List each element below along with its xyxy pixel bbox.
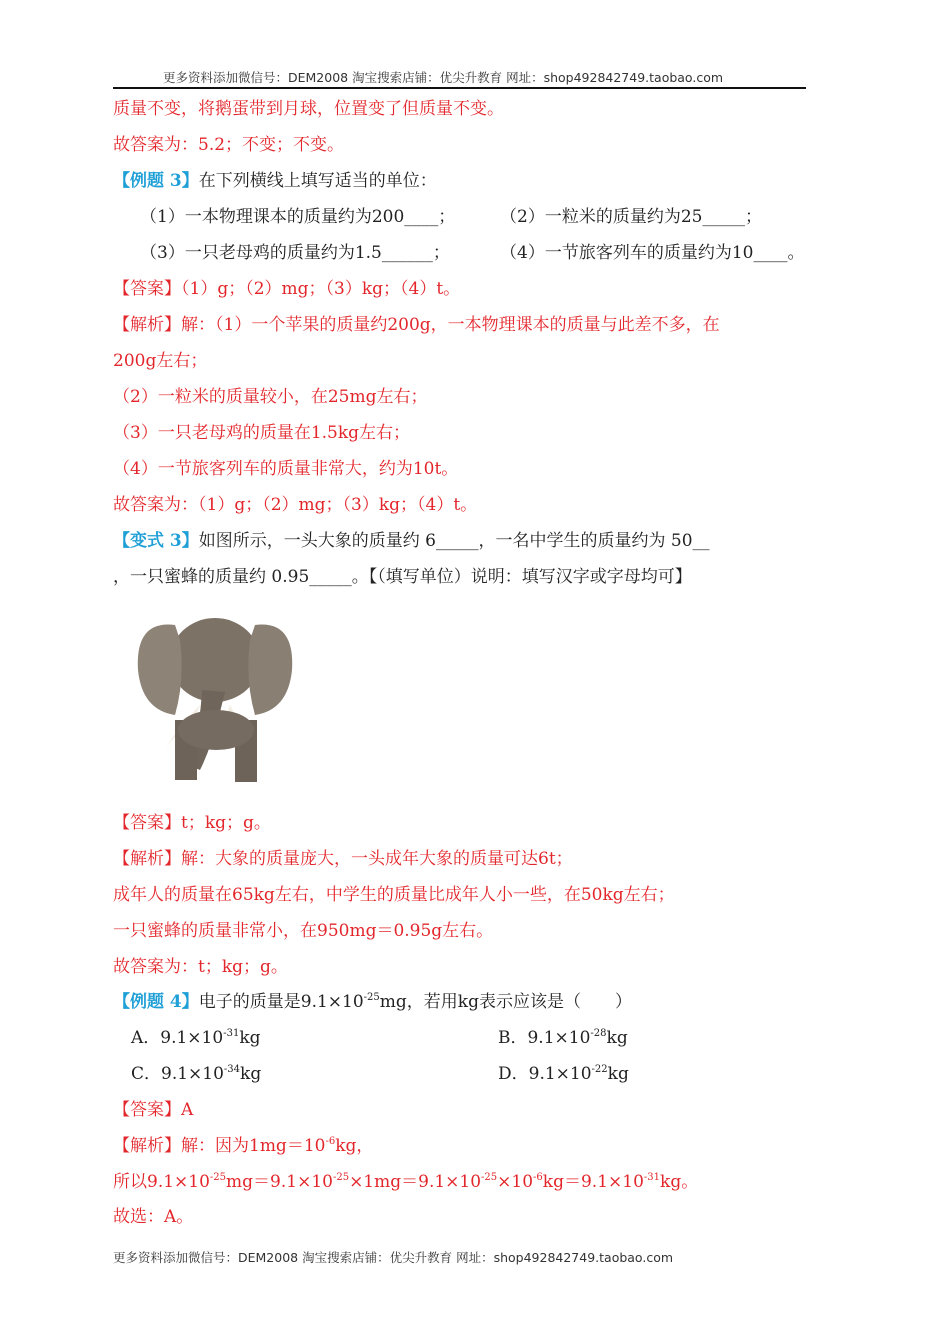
option-d-label: D．9.1×10 [498, 1064, 592, 1084]
example-3-text: 在下列横线上填写适当的单位： [198, 171, 437, 191]
example-4-stem [113, 990, 632, 1014]
variant-3-stem [113, 529, 710, 553]
option-a-exp: -31 [223, 1028, 240, 1039]
option-b-label: B．9.1×10 [498, 1028, 591, 1048]
option-d-exp: -22 [591, 1064, 608, 1075]
option-c-label: C．9.1×10 [131, 1064, 224, 1084]
eq-part: mg＝9.1×10 [226, 1172, 333, 1192]
ex3-analysis-2: 200g左右； [113, 351, 208, 371]
option-b-exp: -28 [590, 1028, 607, 1039]
ex4-an1-b: kg， [335, 1136, 374, 1156]
var3-analysis-1: 【解析】解：大象的质量庞大，一头成年大象的质量可达6t； [113, 849, 573, 869]
eq-part: kg。 [660, 1172, 699, 1192]
option-c[interactable] [131, 1062, 261, 1086]
ex3-answer: 【答案】（1）g；（2）mg；（3）kg；（4）t。 [113, 279, 461, 299]
ex3-q3: （3）一只老母鸡的质量约为1.5______； [140, 243, 450, 263]
ex4-an1-exp: -6 [325, 1136, 336, 1147]
var3-analysis-3: 一只蜜蜂的质量非常小，在950mg＝0.95g左右。 [113, 921, 494, 941]
eq-exp: -25 [332, 1172, 350, 1183]
ex3-q4: （4）一节旅客列车的质量约为10____。 [500, 243, 805, 263]
header-rule [113, 87, 806, 89]
eq-part: 所以9.1×10 [113, 1172, 210, 1192]
variant-3-text-1: 如图所示，一头大象的质量约 6_____，一名中学生的质量约为 50__ [198, 531, 710, 551]
ex4-analysis-1 [113, 1134, 373, 1158]
page-footer: 更多资料添加微信号：DEM2008 淘宝搜索店铺：优尖升教育 网址：shop492842749.taobao.com [113, 1250, 674, 1265]
ex3-analysis-3: （2）一粒米的质量较小，在25mg左右； [113, 387, 428, 407]
eq-part: ×1mg＝9.1×10 [349, 1172, 482, 1192]
eq-exp: -31 [643, 1172, 661, 1183]
eq-exp: -6 [533, 1172, 543, 1183]
ex4-stem-a: 电子的质量是9.1×10 [198, 992, 364, 1012]
ex3-q2: （2）一粒米的质量约为25_____； [500, 207, 762, 227]
eq-part: kg＝9.1×10 [542, 1172, 644, 1192]
eq-part: ×10 [497, 1172, 534, 1192]
prev-line-1: 质量不变，将鹅蛋带到月球，位置变了但质量不变。 [113, 99, 504, 119]
var3-answer: 【答案】t；kg；g。 [113, 813, 271, 833]
prev-line-2: 故答案为：5.2；不变；不变。 [113, 135, 345, 155]
variant-3-text-2: ，一只蜜蜂的质量约 0.95_____。【（填写单位）说明：填写汉字或字母均可】 [113, 567, 692, 587]
option-a-label: A．9.1×10 [131, 1028, 224, 1048]
ex4-an1-a: 【解析】解：因为1mg＝10 [113, 1136, 326, 1156]
var3-conclusion: 故答案为：t；kg；g。 [113, 957, 288, 977]
option-c-unit: kg [240, 1064, 262, 1084]
ex3-analysis-1: 【解析】解：（1）一个苹果的质量约200g，一本物理课本的质量与此差不多，在 [113, 315, 720, 335]
option-a-unit: kg [239, 1028, 261, 1048]
ex4-analysis-2 [113, 1170, 698, 1194]
ex3-conclusion: 故答案为：（1）g；（2）mg；（3）kg；（4）t。 [113, 495, 478, 515]
ex3-analysis-4: （3）一只老母鸡的质量在1.5kg左右； [113, 423, 411, 443]
variant-3-tag: 【变式 3】 [113, 531, 199, 551]
option-d-unit: kg [607, 1064, 629, 1084]
ex4-stem-exp: -25 [363, 992, 380, 1003]
option-c-exp: -34 [223, 1064, 241, 1075]
ex3-q1: （1）一本物理课本的质量约为200____； [140, 207, 456, 227]
example-3-tag: 【例题 3】 [113, 171, 199, 191]
example-3-stem [113, 169, 437, 193]
ex3-analysis-5: （4）一节旅客列车的质量非常大，约为10t。 [113, 459, 459, 479]
option-a[interactable] [131, 1026, 261, 1050]
ex4-stem-b: mg，若用kg表示应该是（ ） [379, 992, 632, 1012]
var3-analysis-2: 成年人的质量在65kg左右，中学生的质量比成年人小一些，在50kg左右； [113, 885, 675, 905]
option-d[interactable] [498, 1062, 629, 1086]
example-4-tag: 【例题 4】 [113, 992, 199, 1012]
elephant-image [130, 600, 300, 790]
option-b[interactable] [498, 1026, 628, 1050]
eq-exp: -25 [481, 1172, 498, 1183]
ex4-conclusion: 故选：A。 [113, 1207, 194, 1227]
page-header: 更多资料添加微信号：DEM2008 淘宝搜索店铺：优尖升教育 网址：shop492842749.taobao.com [163, 70, 724, 85]
option-b-unit: kg [606, 1028, 628, 1048]
eq-exp: -25 [209, 1172, 227, 1183]
ex4-answer: 【答案】A [113, 1100, 194, 1120]
